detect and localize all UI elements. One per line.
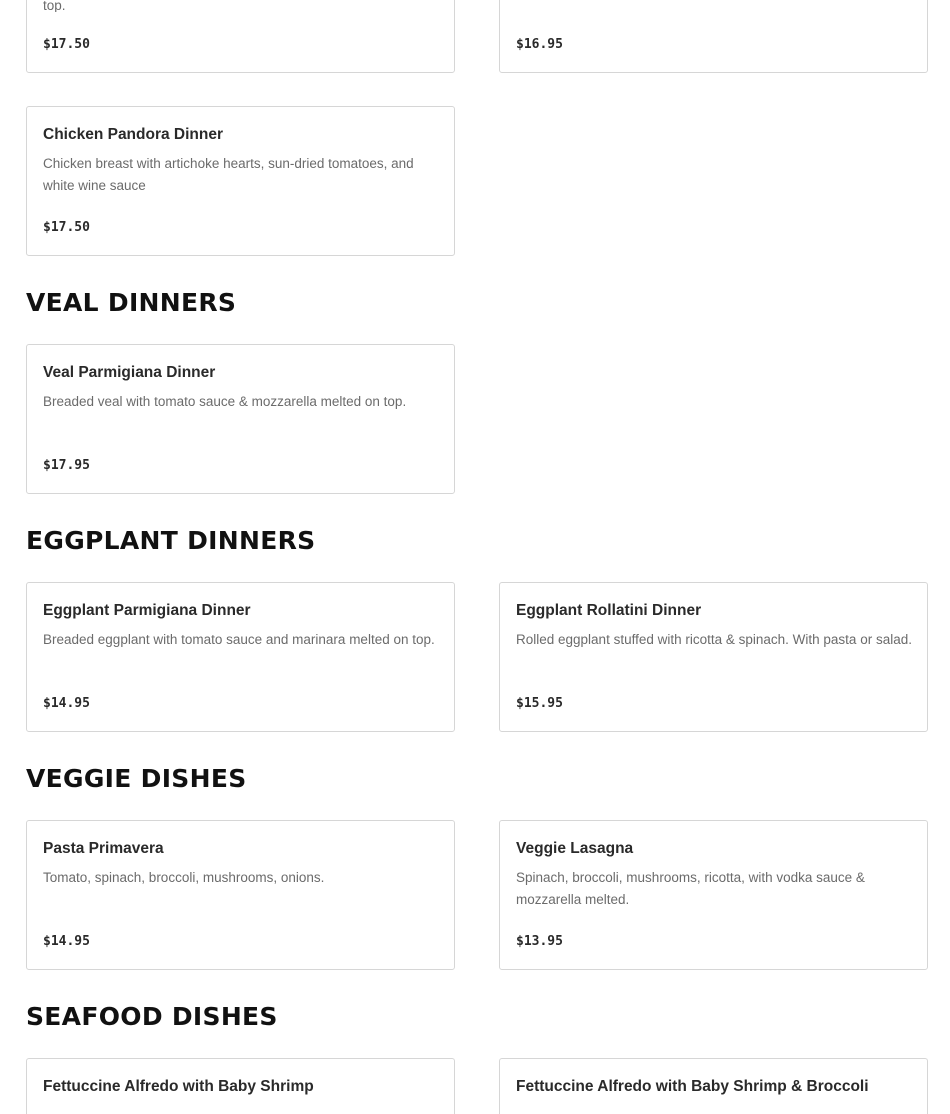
menu-item-card[interactable] [26,582,455,732]
menu-item-description: top. [43,1,66,12]
menu-item-name: Veal Parmigiana Dinner [43,364,216,381]
menu-item-card[interactable] [499,1058,928,1114]
menu-item-description: Tomato, spinach, broccoli, mushrooms, onions. [43,870,325,885]
menu-item-price: $17.50 [43,220,90,235]
section-title-veal: VEAL DINNERS [26,288,237,317]
menu-item-card[interactable] [26,0,455,73]
menu-item-name: Pasta Primavera [43,840,164,857]
menu-item-name: Eggplant Parmigiana Dinner [43,602,251,619]
menu-item-card[interactable] [26,344,455,494]
menu-item-name: Eggplant Rollatini Dinner [516,602,702,619]
menu-item-card[interactable] [499,0,928,73]
menu-item-card[interactable] [26,820,455,970]
menu-item-price: $17.95 [43,458,90,473]
menu-item-name: Fettuccine Alfredo with Baby Shrimp [43,1078,314,1095]
menu-item-description: Chicken breast with artichoke hearts, sun-dried tomatoes, and white wine sauce [43,156,414,193]
menu-item-card[interactable] [499,582,928,732]
menu-item-price: $15.95 [516,696,563,711]
section-title-eggplant: EGGPLANT DINNERS [26,526,316,555]
menu-item-price: $13.95 [516,934,563,949]
section-title-seafood: SEAFOOD DISHES [26,1002,278,1031]
menu-item-price: $16.95 [516,37,563,52]
menu-item-card[interactable] [26,106,455,256]
section-title-veggie: VEGGIE DISHES [26,764,247,793]
menu-item-name: Veggie Lasagna [516,840,634,857]
menu-item-price: $17.50 [43,37,90,52]
menu-item-description: Spinach, broccoli, mushrooms, ricotta, with vodka sauce & mozzarella melted. [516,870,865,907]
menu-item-name: Fettuccine Alfredo with Baby Shrimp & Broccoli [516,1078,869,1095]
menu-item-description: Rolled eggplant stuffed with ricotta & spinach. With pasta or salad. [516,632,912,647]
menu-item-price: $14.95 [43,934,90,949]
menu-item-price: $14.95 [43,696,90,711]
menu-item-description: Breaded eggplant with tomato sauce and marinara melted on top. [43,632,435,647]
menu-item-card[interactable] [26,1058,455,1114]
menu-item-name: Chicken Pandora Dinner [43,126,224,143]
menu-item-card[interactable] [499,820,928,970]
menu-item-description: Breaded veal with tomato sauce & mozzarella melted on top. [43,394,407,409]
